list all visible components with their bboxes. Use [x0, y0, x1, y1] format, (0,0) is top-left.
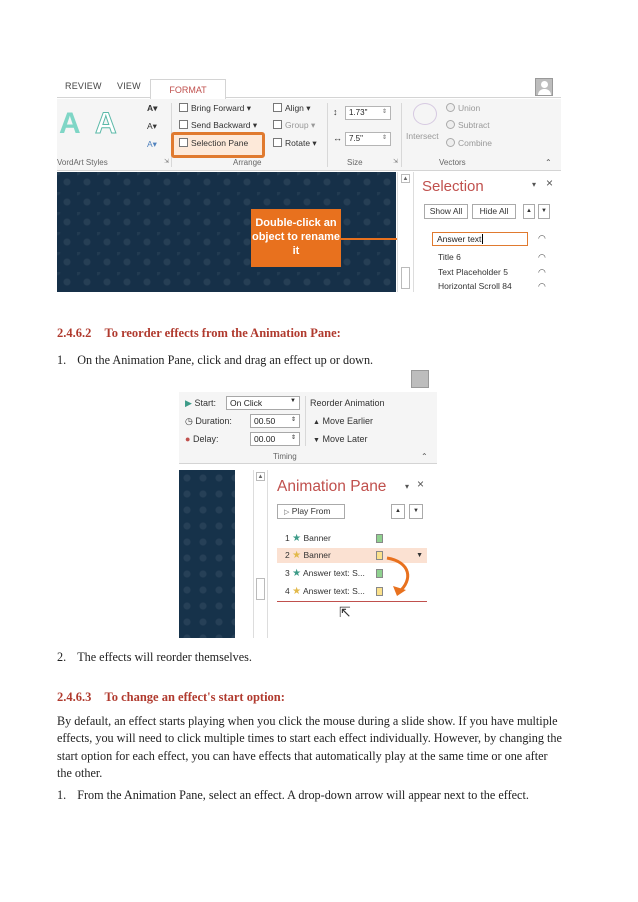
spinner-arrows-icon[interactable]: ⇕ [290, 417, 296, 423]
timing-group-label: Timing [273, 452, 297, 461]
play-from-button[interactable]: ▷ Play From [277, 504, 345, 519]
group-divider [305, 396, 306, 446]
duration-input[interactable]: 00.50 ⇕ [250, 414, 300, 428]
bring-forward-icon [179, 103, 188, 112]
shape-height-icon: ↕ [333, 107, 338, 117]
spinner-arrows-icon[interactable]: ⇕ [381, 135, 387, 141]
selection-pane-button[interactable]: Selection Pane [179, 138, 248, 148]
selection-pane-title: Selection [422, 178, 484, 195]
wordart-styles-label: VordArt Styles [57, 158, 108, 167]
shape-width-icon: ↔ [333, 133, 342, 143]
visibility-eye-icon[interactable]: ◠ [538, 267, 546, 277]
slide-scrollbar[interactable] [253, 470, 268, 638]
emphasis-star-icon: ★ [292, 586, 302, 597]
shape-height-input[interactable]: 1.73" ⇕ [345, 106, 391, 120]
group-divider [327, 103, 328, 167]
union-icon [446, 103, 455, 112]
drag-curve-arrow-icon [381, 554, 417, 598]
step-text: From the Animation Pane, select an effect. A drop-down arrow will appear next to the effect. [77, 788, 529, 802]
start-label: ▶ Start: [185, 398, 216, 408]
section-title: To reorder effects from the Animation Pane: [104, 326, 341, 340]
intersect-button[interactable]: Intersect [406, 131, 439, 141]
text-outline-icon[interactable]: A▾ [147, 121, 157, 131]
selection-pane-icon [179, 138, 188, 147]
section-number: 2.4.6.3 [57, 690, 92, 704]
wordart-style-fill[interactable]: A [59, 107, 81, 140]
intersect-shapes-icon [413, 103, 437, 125]
move-earlier-button[interactable]: ▲ Move Earlier [313, 416, 373, 426]
scroll-up-icon[interactable]: ▲ [402, 176, 409, 182]
animation-pane-screenshot [179, 368, 437, 638]
start-dropdown[interactable]: On Click ▼ [226, 396, 300, 410]
entrance-star-icon: ★ [292, 533, 302, 544]
ribbon-tab-bar [57, 76, 561, 98]
step-number: 1. [57, 788, 67, 802]
slide-canvas[interactable] [179, 470, 235, 638]
format-ribbon [57, 99, 561, 171]
selection-pane-screenshot [57, 76, 561, 292]
section-title: To change an effect's start option: [104, 690, 285, 704]
slide-scrollbar[interactable] [397, 172, 413, 292]
slide-canvas[interactable] [57, 172, 396, 292]
section-heading [57, 690, 285, 705]
body-paragraph: By default, an effect starts playing when you click the mouse during a slide show. If you have multiple effects, you will need to click multiple times to start each effect individually. However, by changing the start option for each effect, you can have effects that automatically play at the same time or one after the other. [57, 714, 562, 781]
group-icon [273, 120, 282, 129]
step-number: 1. [57, 353, 67, 367]
chevron-down-icon[interactable]: ▼ [290, 398, 296, 404]
group-button[interactable]: Group ▾ [273, 120, 315, 131]
spinner-arrows-icon[interactable]: ⇕ [290, 435, 296, 441]
rename-object-input[interactable]: Answer text [432, 232, 528, 246]
send-backward-button[interactable]: Send Backward ▾ [179, 120, 257, 131]
hide-all-button[interactable]: Hide All [472, 204, 516, 219]
collapse-ribbon-icon[interactable]: ⌃ [545, 158, 552, 167]
visibility-eye-icon[interactable]: ◠ [538, 281, 546, 291]
move-later-button[interactable]: ▼ Move Later [313, 434, 368, 444]
text-effects-icon[interactable]: A▾ [147, 139, 157, 149]
dialog-launcher-icon[interactable]: ⇲ [164, 159, 170, 165]
emphasis-star-icon: ★ [292, 550, 302, 561]
delay-icon: ● [185, 434, 191, 444]
selection-item[interactable]: Horizontal Scroll 84 [438, 281, 512, 291]
user-avatar-icon[interactable] [535, 78, 553, 96]
user-avatar-icon[interactable] [411, 370, 429, 388]
tab-view[interactable]: VIEW [117, 81, 141, 91]
step-text: On the Animation Pane, click and drag an effect up or down. [77, 353, 374, 367]
wordart-style-outline[interactable]: A [95, 107, 117, 140]
selection-item[interactable]: Title 6 [438, 252, 461, 262]
step-number: 2. [57, 650, 67, 664]
align-button[interactable]: Align ▾ [273, 103, 311, 114]
duration-label: ◷ Duration: [185, 416, 232, 426]
timeline-bar [376, 534, 383, 543]
move-up-icon[interactable]: ▲ [391, 504, 405, 519]
clock-icon: ◷ [185, 416, 193, 426]
section-number: 2.4.6.2 [57, 326, 92, 340]
animation-pane-title: Animation Pane [277, 478, 387, 495]
size-label: Size [347, 158, 363, 167]
combine-icon [446, 138, 455, 147]
collapse-ribbon-icon[interactable]: ⌃ [421, 452, 428, 461]
close-icon[interactable]: × [546, 176, 554, 190]
combine-button[interactable]: Combine [446, 138, 492, 148]
send-backward-icon [179, 120, 188, 129]
timing-ribbon [179, 392, 437, 464]
animation-item[interactable]: 1 ★ Banner [277, 531, 427, 546]
union-button[interactable]: Union [446, 103, 480, 113]
play-icon: ▷ [284, 509, 290, 516]
close-icon[interactable]: × [417, 477, 425, 491]
animation-item[interactable]: 4 ★ Answer text: S... [277, 584, 427, 599]
visibility-eye-icon[interactable]: ◠ [538, 233, 546, 243]
animation-item[interactable]: 3 ★ Answer text: S... [277, 566, 427, 581]
vectors-label: Vectors [439, 158, 466, 167]
arrange-label: Arrange [233, 158, 262, 167]
shape-width-input[interactable]: 7.5" ⇕ [345, 132, 391, 146]
dialog-launcher-icon[interactable]: ⇲ [393, 159, 399, 165]
play-icon: ▶ [185, 398, 192, 408]
step-text: The effects will reorder themselves. [77, 650, 252, 664]
delay-label: ● Delay: [185, 434, 219, 444]
pane-options-icon[interactable]: ▾ [532, 180, 537, 189]
group-divider [401, 103, 402, 167]
scroll-thumb[interactable] [256, 578, 265, 600]
subtract-button[interactable]: Subtract [446, 120, 490, 130]
bring-forward-button[interactable]: Bring Forward ▾ [179, 103, 251, 114]
subtract-icon [446, 120, 455, 129]
rotate-button[interactable]: Rotate ▾ [273, 138, 317, 149]
rotate-icon [273, 138, 282, 147]
animation-pane [269, 470, 437, 638]
selection-item[interactable]: Text Placeholder 5 [438, 267, 508, 277]
scroll-thumb[interactable] [401, 267, 410, 289]
text-fill-icon[interactable]: A▾ [147, 103, 158, 113]
move-down-icon[interactable]: ▼ [409, 504, 423, 519]
step-item [57, 650, 252, 665]
delay-input[interactable]: 00.00 ⇕ [250, 432, 300, 446]
tab-format[interactable]: FORMAT [150, 79, 226, 99]
entrance-star-icon: ★ [292, 568, 302, 579]
send-backward-arrow-icon[interactable]: ▼ [538, 204, 550, 219]
step-item [57, 788, 529, 803]
drop-position-line [277, 601, 427, 602]
tab-review[interactable]: REVIEW [65, 81, 102, 91]
scroll-up-icon[interactable]: ▲ [257, 474, 264, 480]
text-cursor [482, 234, 483, 244]
selection-pane [413, 172, 561, 292]
triangle-down-icon: ▼ [313, 437, 320, 444]
visibility-eye-icon[interactable]: ◠ [538, 252, 546, 262]
rename-callout: Double-click an object to rename it [251, 209, 341, 267]
pane-options-icon[interactable]: ▾ [405, 482, 410, 491]
triangle-up-icon: ▲ [313, 419, 320, 426]
step-item [57, 353, 373, 368]
spinner-arrows-icon[interactable]: ⇕ [381, 109, 387, 115]
drag-cursor-icon: ⇱ [339, 604, 351, 620]
animation-item[interactable]: 2 ★ Banner ▼ [277, 548, 427, 563]
section-heading [57, 326, 341, 341]
reorder-animation-title: Reorder Animation [310, 398, 385, 408]
bring-forward-arrow-icon[interactable]: ▲ [523, 204, 535, 219]
chevron-down-icon[interactable]: ▼ [416, 552, 423, 559]
show-all-button[interactable]: Show All [424, 204, 468, 219]
align-icon [273, 103, 282, 112]
